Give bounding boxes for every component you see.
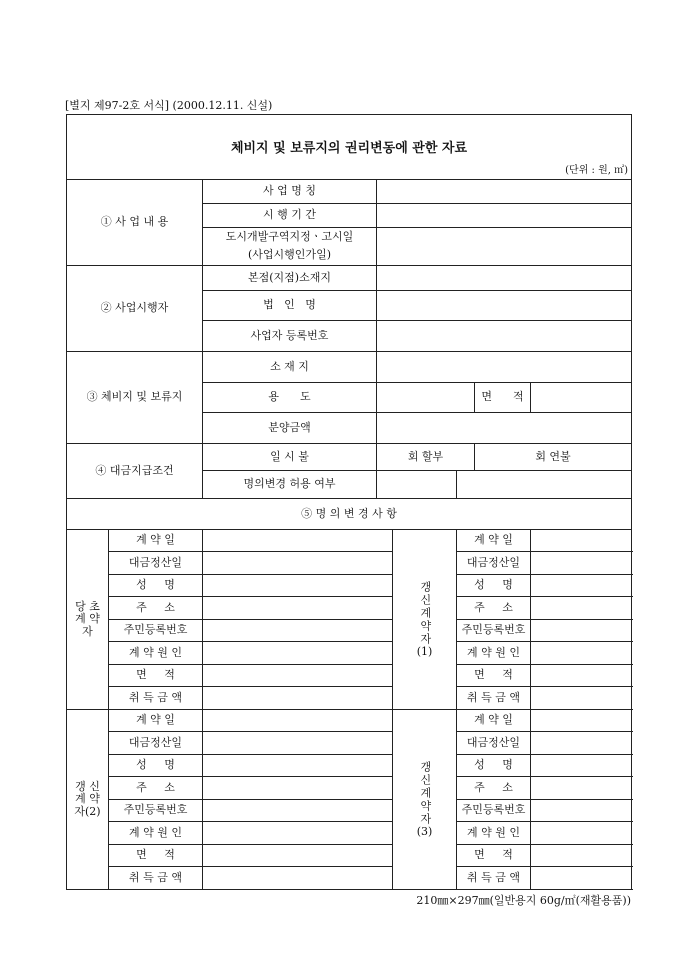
transfer-permission-label: 명의변경 허용 여부 [203,471,377,499]
field-label: 주 소 [457,597,531,620]
field-value[interactable] [203,665,393,687]
field-value[interactable] [531,777,632,800]
field-value[interactable] [203,575,393,597]
renewal-contractor-3-label [393,710,457,890]
business-name-label: 사 업 명 칭 [203,180,377,204]
designation-date-field[interactable] [377,228,632,266]
field-label: 취 득 금 액 [109,867,203,890]
field-value[interactable] [203,597,393,620]
sale-amount-label: 분양금액 [203,413,377,444]
field-value[interactable] [531,710,632,732]
field-label: 대금정산일 [109,552,203,575]
field-label: 주 소 [109,777,203,800]
payment-terms-label: ④ 대금지급조건 [67,444,203,499]
field-value[interactable] [531,597,632,620]
field-value[interactable] [531,530,632,552]
field-value[interactable] [203,822,393,845]
field-value[interactable] [531,822,632,845]
business-registration-field[interactable] [377,321,632,352]
renewal-contractor-3-number: (3) [416,824,433,838]
renewal-contractor-2-line1: 갱 신 [75,779,100,793]
renewal-contractor-1-number: (1) [416,644,433,658]
field-value[interactable] [531,845,632,867]
field-value[interactable] [531,620,632,642]
business-name-field[interactable] [377,180,632,204]
lump-sum-label: 일 시 불 [203,444,377,471]
installment-label: 회 할부 [407,449,444,463]
field-label: 계 약 일 [457,710,531,732]
usage-field[interactable] [377,383,475,413]
field-label: 계 약 원 인 [457,642,531,665]
field-label: 계 약 원 인 [457,822,531,845]
field-value[interactable] [203,620,393,642]
field-value[interactable] [203,867,393,890]
original-contractor-line1: 당 초 [75,599,100,613]
field-value[interactable] [203,845,393,867]
field-value[interactable] [531,642,632,665]
location-label: 소 재 지 [203,352,377,383]
field-value[interactable] [203,800,393,822]
paper-size-note: 210㎜×297㎜(일반용지 60g/㎡(재활용품)) [416,894,631,907]
form-title: 체비지 및 보류지의 권리변동에 관한 자료 [230,141,468,156]
field-value[interactable] [203,732,393,755]
original-contractor-line3: 자 [82,624,93,638]
usage-label: 용 도 [203,383,377,413]
transfer-permission-extra[interactable] [457,471,632,499]
field-label: 취 득 금 액 [109,687,203,710]
field-value[interactable] [203,755,393,777]
renewal-contractor-2-line2: 계 약 [75,792,100,806]
field-value[interactable] [203,552,393,575]
renewal-contractor-3-text: 갱신계약자 [418,760,432,826]
field-label: 주민등록번호 [109,620,203,642]
original-contractor-label [67,530,109,710]
business-content-label: ① 사 업 내 용 [67,180,203,266]
field-value[interactable] [531,800,632,822]
field-label: 계 약 원 인 [109,642,203,665]
business-registration-label: 사업자 등록번호 [203,321,377,352]
field-label: 주민등록번호 [457,620,531,642]
title-cell [67,115,632,180]
field-value[interactable] [531,755,632,777]
field-value[interactable] [203,642,393,665]
installment-field[interactable] [377,444,475,471]
field-value[interactable] [531,867,632,890]
field-label: 성 명 [109,755,203,777]
field-label: 면 적 [109,845,203,867]
field-label: 성 명 [457,575,531,597]
renewal-contractor-1-label [393,530,457,710]
head-office-location-field[interactable] [377,266,632,291]
field-value[interactable] [531,665,632,687]
implementation-period-label: 시 행 기 간 [203,204,377,228]
reserved-land-label: ③ 체비지 및 보류지 [67,352,203,444]
field-label: 면 적 [109,665,203,687]
corporation-name-field[interactable] [377,291,632,321]
head-office-location-label: 본점(지점)소재지 [203,266,377,291]
location-field[interactable] [377,352,632,383]
field-value[interactable] [203,530,393,552]
field-label: 성 명 [109,575,203,597]
sale-amount-field[interactable] [377,413,632,444]
rights-change-form [66,114,632,890]
field-label: 계 약 일 [109,710,203,732]
field-label: 대금정산일 [457,732,531,755]
field-value[interactable] [531,552,632,575]
field-label: 취 득 금 액 [457,687,531,710]
field-label: 면 적 [457,665,531,687]
field-value[interactable] [531,732,632,755]
transfer-permission-field[interactable] [377,471,457,499]
operator-label: ② 사업시행자 [67,266,203,352]
field-label: 성 명 [457,755,531,777]
field-value[interactable] [531,687,632,710]
field-label: 주민등록번호 [109,800,203,822]
field-value[interactable] [203,777,393,800]
annual-payment-label: 회 연불 [535,449,571,463]
field-label: 계 약 일 [457,530,531,552]
name-change-header: ⑤ 명 의 변 경 사 항 [67,499,632,530]
field-value[interactable] [203,687,393,710]
field-label: 주 소 [109,597,203,620]
field-label: 주민등록번호 [457,800,531,822]
field-value[interactable] [203,710,393,732]
approval-date-label: (사업시행인가일) [203,247,377,266]
field-label: 면 적 [457,845,531,867]
field-label: 주 소 [457,777,531,800]
implementation-period-field[interactable] [377,204,632,228]
field-label: 계 약 원 인 [109,822,203,845]
field-label: 대금정산일 [457,552,531,575]
renewal-contractor-2-label [67,710,109,890]
renewal-contractor-2-line3: 자(2) [74,804,101,818]
renewal-contractor-1-text: 갱신계약자 [418,580,432,646]
designation-date-label: 도시개발구역지정ㆍ고시일 [203,228,377,247]
field-label: 대금정산일 [109,732,203,755]
form-number-note: [별지 제97-2호 서식] (2000.12.11. 신설) [65,99,273,112]
area-field[interactable] [531,383,632,413]
area-label: 면 적 [475,383,531,413]
annual-payment-field[interactable] [475,444,632,471]
field-label: 취 득 금 액 [457,867,531,890]
corporation-name-label: 법 인 명 [203,291,377,321]
unit-label: (단위 : 원, ㎡) [565,164,629,176]
field-label: 계 약 일 [109,530,203,552]
field-value[interactable] [531,575,632,597]
original-contractor-line2: 계 약 [75,612,100,626]
